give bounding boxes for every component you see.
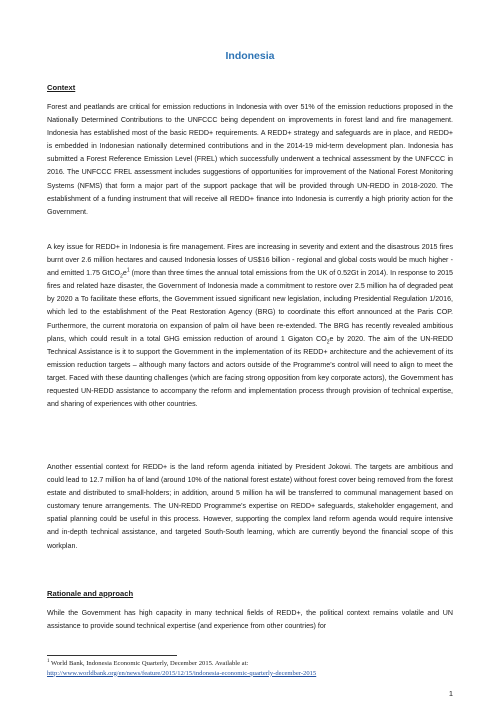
subscript: 2 — [326, 339, 330, 346]
context-paragraph-2 — [47, 241, 453, 411]
subscript: 2 — [120, 273, 123, 280]
page-title: Indonesia — [225, 50, 275, 62]
paragraph-2-text-b: e — [122, 269, 127, 278]
page-number: 1 — [448, 689, 453, 698]
rationale-heading: Rationale and approach — [47, 589, 134, 598]
footnote-number: 1 — [47, 658, 50, 664]
footnote-reference[interactable]: 1 — [126, 267, 130, 274]
paragraph-2-text-d: e by 2020. The aim of the UN-REDD Technical Assistance is it to support the Government in the implementation of its REDD+ architecture and the achievement of its emission reduction targets – although many factors and actors outside of the Programme’s control will need to align to meet the target. Faced with these daunting challenges (which are facing strong opposition from key corporate actors), the Government has requested UN-REDD assistance to accompany the reform and implementation process through provision of technical expertise, and sharing of experiences with other countries. — [47, 334, 454, 409]
rationale-paragraph-1: While the Government has high capacity in many technical fields of REDD+, the political context remains volatile and UN assistance to provide sound technical expertise (and experience from other countries) for — [47, 609, 453, 631]
footnote-link[interactable]: http://www.worldbank.org/en/news/feature/2015/12/15/indonesia-economic-quarterly-december-2015 — [47, 669, 317, 677]
footnote-text: World Bank, Indonesia Economic Quarterly, December 2015. Available at: — [49, 660, 249, 667]
paragraph-2-text-c: (more than three times the annual total emissions from the UK of 0.52Gt in 2014). In response to 2015 fires and related haze disaster, the Government of Indonesia made a commitment to restore over 2.5 million ha of degraded peat by 2020 a To facilitate these efforts, the Government issued significant new legislation, including Presidential Regulation 1/2016, which led to the establishment of the Peat Restoration Agency (BRG) to coordinate this effort announced at the Paris COP. Furthermore, the current moratoria on expansion of palm oil have been re-extended. The BRG has recently revealed ambitious plans, which could result in a total GHG emission reduction of around 1 Gigaton CO — [47, 269, 453, 343]
footnote — [47, 659, 453, 678]
footnote-divider — [47, 655, 177, 656]
context-heading: Context — [47, 83, 76, 92]
context-paragraph-3: Another essential context for REDD+ is the land reform agenda initiated by President Jokowi. The targets are ambitious and could lead to 12.7 million ha of land (around 10% of the national forest estate) without forest cover being removed from the forest estate and distributed to small-holders; in addition, around 5 million ha will be transferred to communal management based on customary tenure arrangements. The UN-REDD Programme’s expertise on REDD+ safeguards, stakeholder engagement, and spatial planning could be useful in this process. However, supporting the complex land reform agenda would require intensive and in-depth technical assistance, and targeted South-South learning, which are currently beyond the financial scope of this workplan. — [47, 463, 453, 550]
paragraph-2-text-a: A key issue for REDD+ in Indonesia is fire management. Fires are increasing in severity and extent and the disastrous 2015 fires burnt over 2.6 million hectares and caused Indonesia losses of US$16 billion - regional and global costs would be much higher - and emitted 1.75 GtCO — [47, 243, 453, 278]
context-paragraph-1: Forest and peatlands are critical for emission reductions in Indonesia with over 51% of the emission reductions proposed in the Nationally Determined Contributions to the UNFCCC being dependent on improvements in forest land and fire management. Indonesia has established most of the basic REDD+ requirements. A REDD+ strategy and safeguards are in place, and REDD+ is embedded in Indonesian nationally determined contributions and in the 2014-19 mid-term development plan. Indonesia has submitted a Forest Reference Emission Level (FREL) which successfully underwent a technical assessment by the UNFCCC in 2016. The UNFCCC FREL assessment includes suggestions of opportunities for improvement of the National Forest Monitoring Systems (NFMS) that form a major part of the support package that will be provided through UN-REDD in 2018-2020. The establishment of a funding instrument that will receive all REDD+ finance into Indonesia is currently a high priority action for the Government. — [47, 103, 453, 216]
